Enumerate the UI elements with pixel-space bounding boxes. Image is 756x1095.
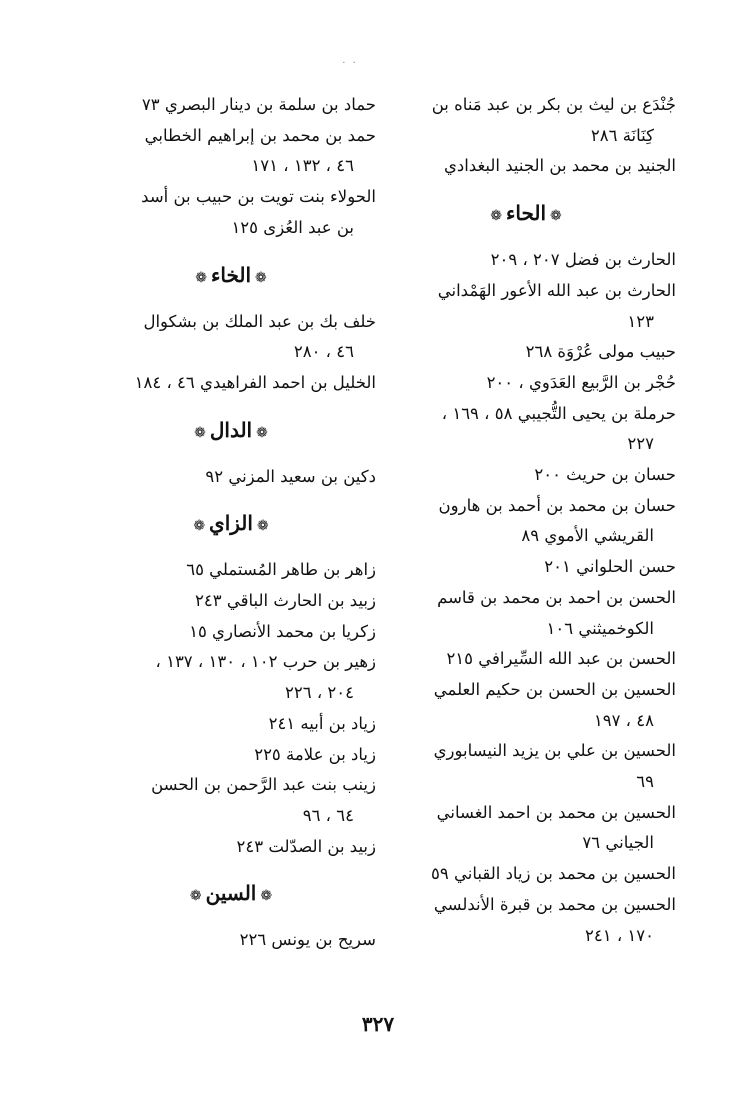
entry-text: الحارث بن عبد الله الأعور الهَمْداني bbox=[437, 280, 676, 300]
ornament-icon: ❁ bbox=[490, 208, 502, 225]
index-entry bbox=[376, 245, 676, 276]
ornament-icon: ❁ bbox=[194, 424, 206, 441]
entry-text: الحارث بن فضل ٢٠٧ ، ٢٠٩ bbox=[490, 250, 676, 270]
index-entry bbox=[86, 90, 376, 121]
entry-continuation: الجياني ٧٦ bbox=[582, 833, 654, 853]
index-entry bbox=[376, 675, 676, 736]
entry-continuation: ٤٦ ، ٢٨٠ bbox=[293, 342, 354, 362]
ornament-icon: ❁ bbox=[256, 424, 268, 441]
ornament-icon: ❁ bbox=[189, 888, 202, 905]
index-entry bbox=[86, 368, 376, 399]
ornament-icon: ❁ bbox=[255, 269, 267, 286]
section-heading bbox=[376, 196, 676, 233]
index-entry bbox=[376, 337, 676, 368]
index-entry bbox=[376, 736, 676, 797]
index-entry bbox=[86, 617, 376, 648]
index-entry bbox=[376, 151, 676, 182]
entry-text: دكين بن سعيد المزني ٩٢ bbox=[205, 466, 376, 486]
index-entry bbox=[86, 586, 376, 617]
section-heading-label: الخاء bbox=[210, 262, 252, 287]
section-heading bbox=[86, 506, 376, 543]
entry-text: حماد بن سلمة بن دينار البصري ٧٣ bbox=[141, 95, 376, 114]
section-heading bbox=[86, 258, 376, 295]
index-entry bbox=[376, 644, 676, 675]
entry-text: حمد بن محمد بن إبراهيم الخطابي bbox=[144, 125, 376, 145]
entry-continuation: ١٧٠ ، ٢٤١ bbox=[584, 925, 654, 945]
entry-text: زينب بنت عبد الرَّحمن بن الحسن bbox=[151, 775, 376, 795]
index-entry bbox=[86, 555, 376, 586]
entry-text: حُجْر بن الرَّبيع العَدَوي ، ٢٠٠ bbox=[486, 372, 676, 392]
entry-text: زبيد بن الحارث الباقي ٢٤٣ bbox=[195, 591, 376, 611]
section-heading-label: الحاء bbox=[505, 201, 547, 226]
entry-text: الجنيد بن محمد بن الجنيد البغدادي bbox=[443, 156, 676, 176]
entry-text: زبيد بن الصدّلت ٢٤٣ bbox=[236, 836, 376, 856]
index-entry bbox=[376, 276, 676, 337]
entry-continuation: كِنَانَة ٢٨٦ bbox=[590, 125, 654, 145]
entry-text: الحسين بن محمد بن قبرة الأندلسي bbox=[433, 894, 676, 914]
ornament-icon: ❁ bbox=[550, 208, 562, 225]
index-entry bbox=[86, 925, 376, 956]
entry-text: حسان بن محمد بن أحمد بن هارون bbox=[438, 495, 676, 515]
entry-text: حبيب مولى عُرْوَة ٢٦٨ bbox=[525, 342, 676, 362]
index-entry bbox=[376, 859, 676, 890]
index-entry bbox=[86, 462, 376, 493]
entry-text: زياد بن أبيه ٢٤١ bbox=[268, 713, 376, 733]
entry-text: حسن الحلواني ٢٠١ bbox=[544, 557, 676, 577]
entry-text: الحسين بن محمد بن احمد الغساني bbox=[436, 802, 676, 822]
entry-text: الحولاء بنت تويت بن حبيب بن أسد bbox=[141, 187, 376, 207]
ornament-icon: ❁ bbox=[260, 888, 273, 905]
section-heading bbox=[86, 876, 376, 913]
entry-continuation: ٤٦ ، ١٣٢ ، ١٧١ bbox=[251, 156, 354, 176]
index-entry bbox=[376, 460, 676, 491]
index-entry bbox=[86, 647, 376, 708]
entry-text: الحسن بن احمد بن محمد بن قاسم bbox=[437, 587, 676, 607]
index-entry bbox=[86, 121, 376, 182]
index-entry bbox=[376, 491, 676, 552]
index-entry bbox=[86, 770, 376, 831]
index-entry bbox=[86, 740, 376, 771]
entry-continuation: ٢٢٧ bbox=[627, 434, 654, 454]
index-entry bbox=[376, 890, 676, 951]
entry-continuation: ٦٤ ، ٩٦ bbox=[302, 805, 354, 825]
entry-text: زياد بن علامة ٢٢٥ bbox=[254, 744, 376, 764]
index-entry bbox=[376, 90, 676, 151]
page-number: ٣٢٧ bbox=[361, 1012, 395, 1036]
entry-text: الحسن بن عبد الله السِّيرافي ٢١٥ bbox=[446, 649, 676, 669]
index-entry bbox=[376, 583, 676, 644]
entry-text: زهير بن حرب ١٠٢ ، ١٣٠ ، ١٣٧ ، bbox=[155, 652, 376, 672]
entry-text: حرملة بن يحيى التُّجيبي ٥٨ ، ١٦٩ ، bbox=[441, 403, 676, 423]
entry-text: الخليل بن احمد الفراهيدي ٤٦ ، ١٨٤ bbox=[134, 372, 376, 392]
ornament-icon: ❁ bbox=[193, 518, 206, 535]
entry-text: سريح بن يونس ٢٢٦ bbox=[239, 930, 376, 950]
index-entry bbox=[86, 182, 376, 243]
entry-continuation: ٦٩ bbox=[636, 772, 654, 792]
entry-text: الحسين بن علي بن يزيد النيسابوري bbox=[433, 741, 676, 761]
section-heading-label: السين bbox=[205, 881, 257, 906]
index-entry bbox=[86, 709, 376, 740]
index-entry bbox=[86, 307, 376, 368]
section-heading-label: الدال bbox=[209, 417, 253, 442]
index-entry bbox=[376, 798, 676, 859]
entry-continuation: ٢٠٤ ، ٢٢٦ bbox=[284, 683, 354, 703]
section-heading bbox=[86, 413, 376, 450]
entry-text: زاهر بن طاهر المُستملي ٦٥ bbox=[186, 560, 376, 580]
entry-text: جُنْدَع بن ليث بن بكر بن عبد مَناه بن bbox=[431, 95, 676, 114]
entry-continuation: الكوخميثني ١٠٦ bbox=[546, 618, 654, 638]
left-column bbox=[86, 90, 376, 956]
ornament-icon: ❁ bbox=[195, 269, 207, 286]
ornament-icon: ❁ bbox=[256, 518, 269, 535]
entry-text: زكريا بن محمد الأنصاري ١٥ bbox=[189, 621, 376, 641]
index-entry bbox=[86, 832, 376, 863]
entry-continuation: ٤٨ ، ١٩٧ bbox=[593, 710, 654, 730]
entry-text: خلف بك بن عبد الملك بن بشكوال bbox=[143, 311, 376, 331]
entry-continuation: القريشي الأموي ٨٩ bbox=[521, 526, 654, 546]
index-entry bbox=[376, 399, 676, 460]
entry-text: الحسين بن الحسن بن حكيم العلمي bbox=[433, 679, 676, 699]
index-entry bbox=[376, 368, 676, 399]
top-mark: · · bbox=[342, 58, 358, 69]
section-heading-label: الزاي bbox=[209, 511, 253, 536]
entry-continuation: ١٢٣ bbox=[627, 311, 654, 331]
entry-text: حسان بن حريث ٢٠٠ bbox=[534, 465, 676, 485]
index-entry bbox=[376, 552, 676, 583]
right-column bbox=[376, 90, 676, 951]
entry-continuation: بن عبد العُزى ١٢٥ bbox=[231, 217, 354, 237]
entry-text: الحسين بن محمد بن زياد القباني ٥٩ bbox=[431, 864, 676, 884]
